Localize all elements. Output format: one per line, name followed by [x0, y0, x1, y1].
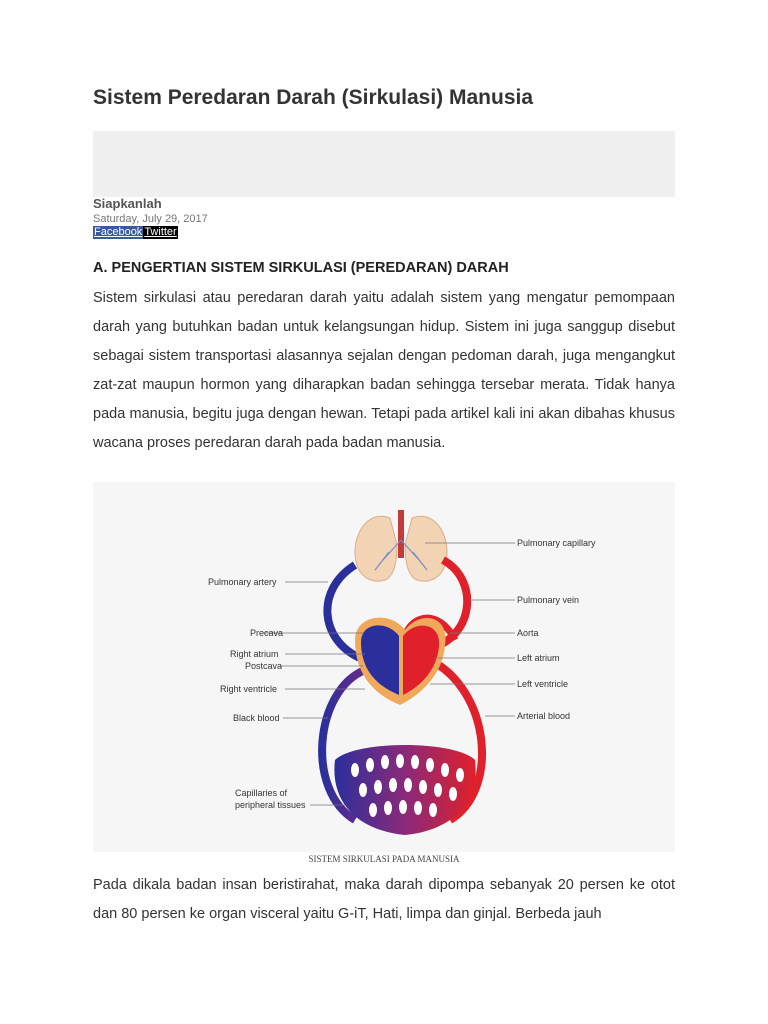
label-postcava: Postcava	[245, 661, 283, 671]
label-right-atrium: Right atrium	[230, 649, 279, 659]
label-pulmonary-artery: Pulmonary artery	[208, 577, 277, 587]
label-capillaries-line1: Capillaries of	[235, 788, 288, 798]
label-right-ventricle: Right ventricle	[220, 684, 278, 694]
page-title: Sistem Peredaran Darah (Sirkulasi) Manusia	[93, 86, 534, 109]
lungs-illustration	[355, 510, 447, 581]
label-aorta: Aorta	[517, 628, 539, 638]
ad-placeholder	[93, 131, 675, 197]
paragraph-intro: Sistem sirkulasi atau peredaran darah yaitu adalah sistem yang mengatur pemompaan darah yang butuhkan badan untuk kelangsungan hidup. Sistem ini juga sanggup disebut sebagai sistem transportasi alasannya sejalan dengan pedoman darah, juga mengangkut zat-zat maupun hormon yang diharapkan badan sehingga tersebar merata. Tidak hanya pada manusia, begitu juga dengan hewan. Tetapi pada artikel kali ini akan dibahas khusus wacana proses peredaran darah pada badan manusia.	[93, 290, 675, 451]
section-heading: A. PENGERTIAN SISTEM SIRKULASI (PEREDARAN) DARAH	[93, 260, 509, 276]
label-black-blood: Black blood	[233, 713, 280, 723]
post-date: Saturday, July 29, 2017	[93, 213, 208, 225]
figure-caption: SISTEM SIRKULASI PADA MANUSIA	[308, 854, 460, 864]
label-left-ventricle: Left ventricle	[517, 679, 569, 689]
label-arterial-blood: Arterial blood	[517, 711, 571, 721]
circulation-diagram	[205, 490, 601, 840]
circulation-figure	[93, 482, 675, 852]
heart-illustration	[355, 618, 446, 705]
label-pulmonary-capillary: Pulmonary capillary	[517, 538, 596, 548]
paragraph-second: Pada dikala badan insan beristirahat, maka darah dipompa sebanyak 20 persen ke otot dan 80 persen ke organ visceral yaitu G-iT, Hati, limpa dan ginjal. Berbeda jauh	[93, 877, 675, 922]
author-name[interactable]: Siapkanlah	[93, 196, 162, 211]
share-links	[93, 226, 178, 239]
label-capillaries-line2: peripheral tissues	[235, 800, 306, 810]
label-pulmonary-vein: Pulmonary vein	[517, 595, 580, 605]
facebook-share-link[interactable]: Facebook	[94, 226, 143, 238]
label-left-atrium: Left atrium	[517, 653, 560, 663]
twitter-share-link[interactable]: Twitter	[144, 226, 177, 238]
label-precava: Precava	[250, 628, 284, 638]
